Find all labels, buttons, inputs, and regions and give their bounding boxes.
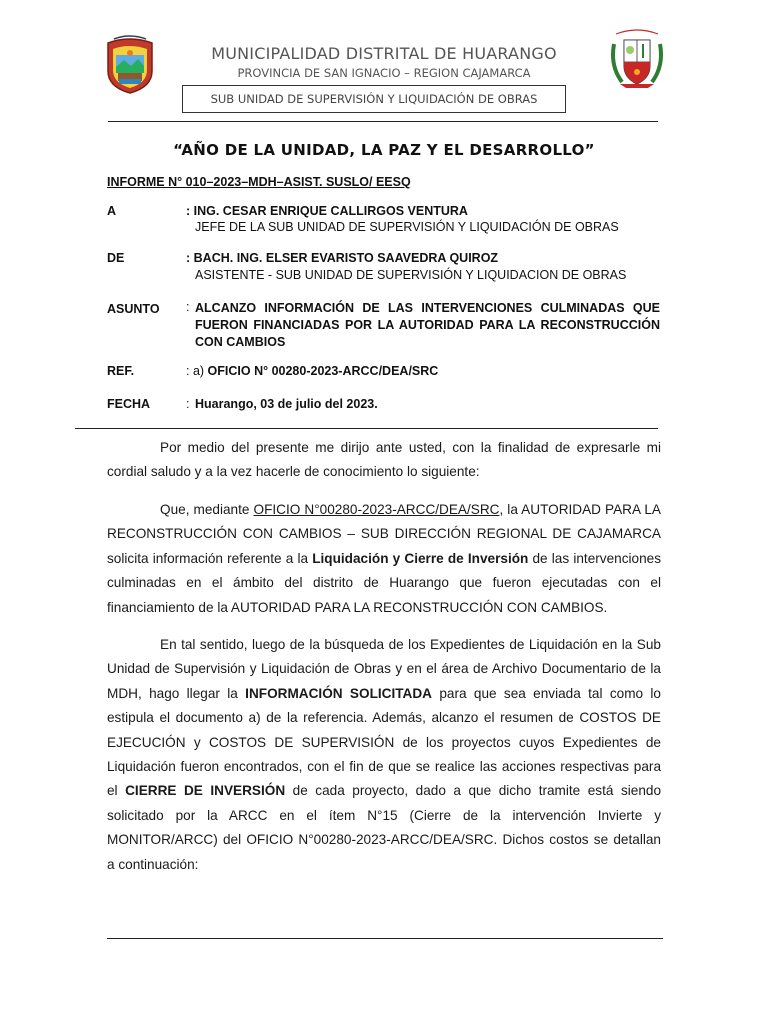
paragraph-3-text-b: para que sea enviada tal como lo estipula el documento a) de la referencia. Además, alcanzo el resumen de COSTOS DE EJECUCIÓN y COSTOS DE SUPERVISIÓN de los proyectos cuyos Expedientes de Liquidación fueron encontrados, con el fin de que se realice las acciones respectivas para el <box>107 685 661 799</box>
paragraph-2-text-c: de las intervenciones culminadas en el ámbito del distrito de Huarango que fueron ejecutadas con el financiamiento de la AUTORIDAD PARA LA RECONSTRUCCIÓN CON CAMBIOS. <box>107 550 661 615</box>
municipal-coat-of-arms-logo <box>104 33 156 95</box>
field-a-name: : ING. CESAR ENRIQUE CALLIRGOS VENTURA <box>186 204 468 218</box>
field-asunto-label: ASUNTO <box>107 302 160 316</box>
paragraph-1-text: Por medio del presente me dirijo ante usted, con la finalidad de expresarle mi cordial saludo y a la vez hacerle de conocimiento lo siguiente: <box>107 440 661 480</box>
paragraph-3 <box>107 633 661 877</box>
field-a-label: A <box>107 204 117 218</box>
field-asunto-colon: : <box>186 300 190 314</box>
field-fecha-colon: : <box>186 397 190 411</box>
paragraph-2 <box>107 498 661 620</box>
year-motto: “AÑO DE LA UNIDAD, LA PAZ Y EL DESARROLLO” <box>173 141 595 159</box>
paragraph-3-text-c: de cada proyecto, dado a que dicho tramite está siendo solicitado por la ARCC en el ítem N°15 (Cierre de la intervención Invierte y MONITOR/ARCC) del OFICIO N°00280-2023-ARCC/DEA/SRC. Dichos costos se detallan a continuación: <box>107 783 662 872</box>
paragraph-2-text-a: Que, mediante <box>160 502 254 517</box>
unit-name-box <box>182 85 566 113</box>
field-fecha-label: FECHA <box>107 397 151 411</box>
municipality-name: MUNICIPALIDAD DISTRITAL DE HUARANGO <box>211 44 557 63</box>
field-ref-value <box>186 364 438 378</box>
paragraph-2-text-b: , la AUTORIDAD PARA LA RECONSTRUCCIÓN CON CAMBIOS – SUB DIRECCIÓN REGIONAL DE CAJAMARCA solicita información referente a la <box>107 502 661 566</box>
report-number: INFORME N° 010–2023–MDH–ASIST. SUSLO/ EESQ <box>107 175 411 189</box>
paragraph-3-text-a: En tal sentido, luego de la búsqueda de los Expedientes de Liquidación en la Sub Unidad de Supervisión y Liquidación de Obras y en el área de Archivo Documentario de la MDH, hago llegar la <box>107 637 661 701</box>
province-region: PROVINCIA DE SAN IGNACIO – REGION CAJAMARCA <box>237 66 531 80</box>
field-de-name: : BACH. ING. ELSER EVARISTO SAAVEDRA QUIROZ <box>186 251 499 265</box>
paragraph-3-bold-2: CIERRE DE INVERSIÓN <box>125 783 286 799</box>
paragraph-1 <box>107 436 661 485</box>
paragraph-3-bold-1: INFORMACIÓN SOLICITADA <box>245 685 432 701</box>
header-divider <box>108 121 658 122</box>
unit-name: SUB UNIDAD DE SUPERVISIÓN Y LIQUIDACIÓN DE OBRAS <box>210 92 538 106</box>
field-ref-prefix: : a) <box>186 364 208 378</box>
fields-divider <box>75 428 658 429</box>
field-de-position: ASISTENTE - SUB UNIDAD DE SUPERVISIÓN Y LIQUIDACION DE OBRAS <box>195 268 627 282</box>
footer-divider <box>107 938 663 939</box>
field-ref-text: OFICIO N° 00280-2023-ARCC/DEA/SRC <box>207 364 439 378</box>
paragraph-2-bold: Liquidación y Cierre de Inversión <box>312 550 529 566</box>
field-de-label: DE <box>107 251 125 265</box>
field-asunto-text: ALCANZO INFORMACIÓN DE LAS INTERVENCIONES CULMINADAS QUE FUERON FINANCIADAS POR LA AUTORIDAD PARA LA RECONSTRUCCIÓN CON CAMBIOS <box>195 301 660 349</box>
field-fecha-text: Huarango, 03 de julio del 2023. <box>195 397 378 411</box>
oficio-reference-link[interactable]: OFICIO N°00280-2023-ARCC/DEA/SRC <box>253 502 500 517</box>
field-a-position: JEFE DE LA SUB UNIDAD DE SUPERVISIÓN Y LIQUIDACIÓN DE OBRAS <box>195 220 619 234</box>
field-ref-label: REF. <box>107 364 135 378</box>
